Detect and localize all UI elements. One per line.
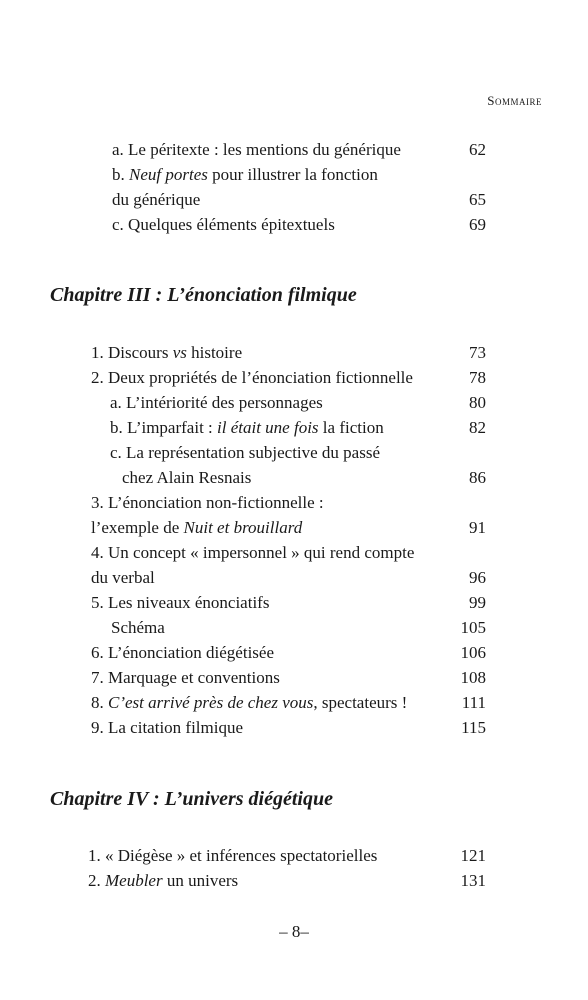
- title-fragment: 9. La citation filmique: [91, 718, 244, 737]
- title-fragment: 3. L’énonciation non-fictionnelle :: [91, 493, 324, 512]
- toc-entry-title: [111, 615, 165, 640]
- toc-entry-title: [110, 390, 323, 415]
- title-fragment: histoire: [186, 343, 243, 362]
- title-fragment: 4. Un concept « impersonnel » qui rend compte: [91, 543, 415, 562]
- toc-page-number: 69: [469, 215, 486, 234]
- toc-page-number: 86: [469, 468, 486, 487]
- toc-page-number: 80: [469, 393, 486, 412]
- title-fragment: , spectateurs !: [313, 693, 408, 712]
- toc-entry-title: [91, 340, 242, 365]
- italic-title-fragment: il était une fois: [217, 418, 319, 437]
- toc-page-number: 108: [460, 668, 486, 687]
- title-fragment: Schéma: [111, 618, 165, 637]
- title-fragment: chez Alain Resnais: [122, 468, 252, 487]
- toc-page-number: 105: [460, 618, 486, 637]
- toc-entry-title: [91, 590, 269, 615]
- toc-entry-title: [110, 415, 384, 440]
- toc-page-number: 73: [469, 343, 486, 362]
- title-fragment: un univers: [162, 871, 239, 890]
- italic-title-fragment: vs: [172, 343, 187, 362]
- italic-title-fragment: Meubler: [105, 871, 163, 890]
- toc-entry-title: [91, 540, 414, 565]
- title-fragment: 2. Deux propriétés de l’énonciation fictionnelle: [91, 368, 413, 387]
- toc-page-number: 82: [469, 418, 486, 437]
- toc-entry-title: [112, 212, 335, 237]
- toc-entry-title: [91, 715, 243, 740]
- title-fragment: b. L’imparfait :: [110, 418, 218, 437]
- toc-page-number: 65: [469, 190, 486, 209]
- title-fragment: 8.: [91, 693, 108, 712]
- title-fragment: b.: [112, 165, 129, 184]
- toc-entry-title: [91, 565, 155, 590]
- toc-page-number: 111: [461, 693, 486, 712]
- toc-page-number: 121: [460, 846, 486, 865]
- toc-entry-title: [91, 515, 302, 540]
- title-fragment: 6. L’énonciation diégétisée: [91, 643, 275, 662]
- toc-entry-title: [91, 365, 413, 390]
- page-number: – 8–: [279, 922, 309, 941]
- title-fragment: a. Le péritexte : les mentions du générique: [112, 140, 401, 159]
- title-fragment: c. La représentation subjective du passé: [110, 443, 381, 462]
- toc-entry-title: [110, 440, 380, 465]
- title-fragment: 1. Discours: [91, 343, 173, 362]
- title-fragment: 7. Marquage et conventions: [91, 668, 280, 687]
- toc-entry-title: [91, 665, 280, 690]
- toc-page-number: 106: [460, 643, 486, 662]
- toc-entry-title: [88, 868, 238, 893]
- title-fragment: l’exemple de: [91, 518, 184, 537]
- toc-page-number: 91: [469, 518, 486, 537]
- chapter-3-heading: Chapitre III : L’énonciation filmique: [50, 284, 357, 306]
- toc-page-number: 62: [469, 140, 486, 159]
- title-fragment: pour illustrer la fonction: [207, 165, 378, 184]
- toc-entry-title: [112, 137, 401, 162]
- toc-entry-title: [112, 162, 378, 187]
- toc-entry-title: [91, 690, 407, 715]
- chapter-4-heading: Chapitre IV : L’univers diégétique: [50, 788, 333, 810]
- title-fragment: 2.: [88, 871, 105, 890]
- toc-entry-title: [112, 187, 200, 212]
- toc-entry-title: [91, 490, 324, 515]
- toc-entry-title: [91, 640, 274, 665]
- toc-page-number: 96: [469, 568, 486, 587]
- toc-page-number: 131: [460, 871, 486, 890]
- title-fragment: du générique: [112, 190, 201, 209]
- title-fragment: la fiction: [318, 418, 384, 437]
- running-header: Sommaire: [487, 93, 542, 108]
- title-fragment: c. Quelques éléments épitextuels: [112, 215, 335, 234]
- toc-entry-title: [88, 843, 377, 868]
- italic-title-fragment: Neuf portes: [129, 165, 208, 184]
- toc-page-number: 78: [469, 368, 486, 387]
- toc-page-number: 99: [469, 593, 486, 612]
- toc-page-number: 115: [461, 718, 486, 737]
- title-fragment: a. L’intériorité des personnages: [110, 393, 323, 412]
- title-fragment: 5. Les niveaux énonciatifs: [91, 593, 270, 612]
- toc-entry-title: [122, 465, 251, 490]
- italic-title-fragment: C’est arrivé près de chez vous: [108, 693, 314, 712]
- title-fragment: 1. « Diégèse » et inférences spectatorielles: [88, 846, 378, 865]
- italic-title-fragment: Nuit et brouillard: [183, 518, 303, 537]
- title-fragment: du verbal: [91, 568, 155, 587]
